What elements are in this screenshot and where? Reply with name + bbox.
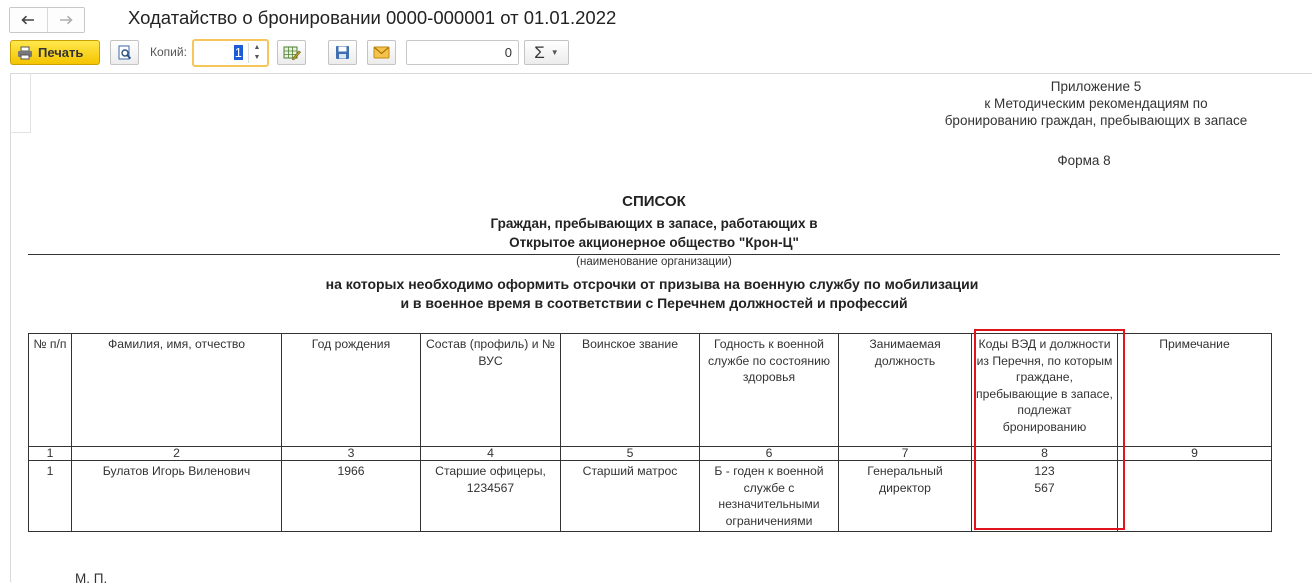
organization-name: Открытое акционерное общество "Крон-Ц" — [509, 235, 799, 250]
navigation-buttons — [9, 7, 85, 33]
column-number-cell: 5 — [561, 447, 700, 461]
envelope-icon — [373, 46, 390, 59]
highlight-box — [974, 329, 1125, 530]
appendix-line-3: бронированию граждан, пребывающих в запасе — [944, 113, 1248, 128]
edit-button[interactable] — [277, 40, 306, 65]
save-icon — [335, 45, 350, 60]
document-title: СПИСОК — [622, 193, 686, 210]
document-subtitle: Граждан, пребывающих в запасе, работающих в — [490, 216, 818, 231]
dropdown-caret-icon: ▼ — [550, 48, 559, 57]
document-border-left — [10, 73, 11, 582]
row-number-cell: 1 — [29, 461, 72, 532]
column-number-cell: 1 — [29, 447, 72, 461]
purpose-line-1: на которых необходимо оформить отсрочки от призыва на военную службу по мобилизации — [325, 276, 979, 292]
purpose-line-2: и в военное время в соответствии с Перечнем должностей и профессий — [400, 295, 908, 311]
arrow-left-icon — [21, 15, 35, 25]
printer-icon — [17, 46, 33, 60]
header-cell: Примечание — [1118, 334, 1272, 447]
print-button[interactable] — [10, 40, 100, 65]
full-name-cell: Булатов Игорь Виленович — [72, 461, 282, 532]
page-corner-marker — [30, 73, 31, 133]
sum-menu-button[interactable] — [524, 40, 569, 65]
sigma-icon: Σ — [534, 42, 545, 62]
window-title: Ходатайство о бронировании 0000-000001 от 01.01.2022 — [128, 7, 617, 28]
code-value: 567 — [1034, 480, 1055, 495]
fitness-cell: Б - годен к военной службе с незначительными ограничениями — [700, 461, 839, 532]
column-number-cell: 9 — [1118, 447, 1272, 461]
page-corner-marker-h — [10, 132, 31, 133]
back-button[interactable] — [10, 8, 47, 32]
note-cell — [1118, 461, 1272, 532]
appendix-line-2: к Методическим рекомендациям по — [984, 96, 1208, 111]
header-cell: Состав (профиль) и № ВУС — [421, 334, 561, 447]
column-number-cell: 3 — [282, 447, 421, 461]
header-cell: Фамилия, имя, отчество — [72, 334, 282, 447]
header-cell: Год рождения — [282, 334, 421, 447]
column-number-cell: 6 — [700, 447, 839, 461]
organization-caption: (наименование организации) — [576, 256, 732, 268]
organization-underline — [28, 254, 1280, 255]
header-cell: Занимаемая должность — [839, 334, 972, 447]
copies-stepper[interactable] — [248, 43, 265, 63]
form-number: Форма 8 — [1057, 153, 1111, 168]
header-cell: Годность к военной службе по состоянию здоровья — [700, 334, 839, 447]
arrow-right-icon — [59, 15, 73, 25]
column-number-cell: 4 — [421, 447, 561, 461]
header-cell: № п/п — [29, 334, 72, 447]
birth-year-cell: 1966 — [282, 461, 421, 532]
copies-label: Копий: — [150, 45, 187, 59]
table-edit-icon — [283, 45, 301, 61]
preview-button[interactable] — [110, 40, 139, 65]
column-number-cell: 7 — [839, 447, 972, 461]
sum-field[interactable]: 0 — [406, 40, 519, 65]
print-button-label: Печать — [38, 45, 84, 60]
column-number-cell: 2 — [72, 447, 282, 461]
rank-cell: Старший матрос — [561, 461, 700, 532]
copies-input[interactable] — [192, 39, 269, 67]
copies-value: 1 — [234, 45, 242, 60]
page-preview-icon — [117, 45, 133, 61]
stepper-up-icon[interactable]: ▲ — [253, 44, 261, 51]
header-cell: Воинское звание — [561, 334, 700, 447]
appendix-line-1: Приложение 5 — [1050, 79, 1142, 94]
stepper-down-icon[interactable]: ▼ — [253, 54, 261, 61]
email-button[interactable] — [367, 40, 396, 65]
code-value: 123 — [1034, 464, 1055, 478]
header-cell: Коды ВЭД и должности из Перечня, по которым граждане, пребывающие в запасе, подлежат бронированию — [972, 334, 1118, 447]
save-button[interactable] — [328, 40, 357, 65]
forward-button[interactable] — [47, 8, 85, 32]
document-border-top — [10, 73, 1312, 74]
stamp-place: М. П. — [75, 571, 108, 586]
composition-cell: Старшие офицеры, 1234567 — [421, 461, 561, 532]
column-number-cell: 8 — [972, 447, 1118, 461]
position-cell: Генеральный директор — [839, 461, 972, 532]
